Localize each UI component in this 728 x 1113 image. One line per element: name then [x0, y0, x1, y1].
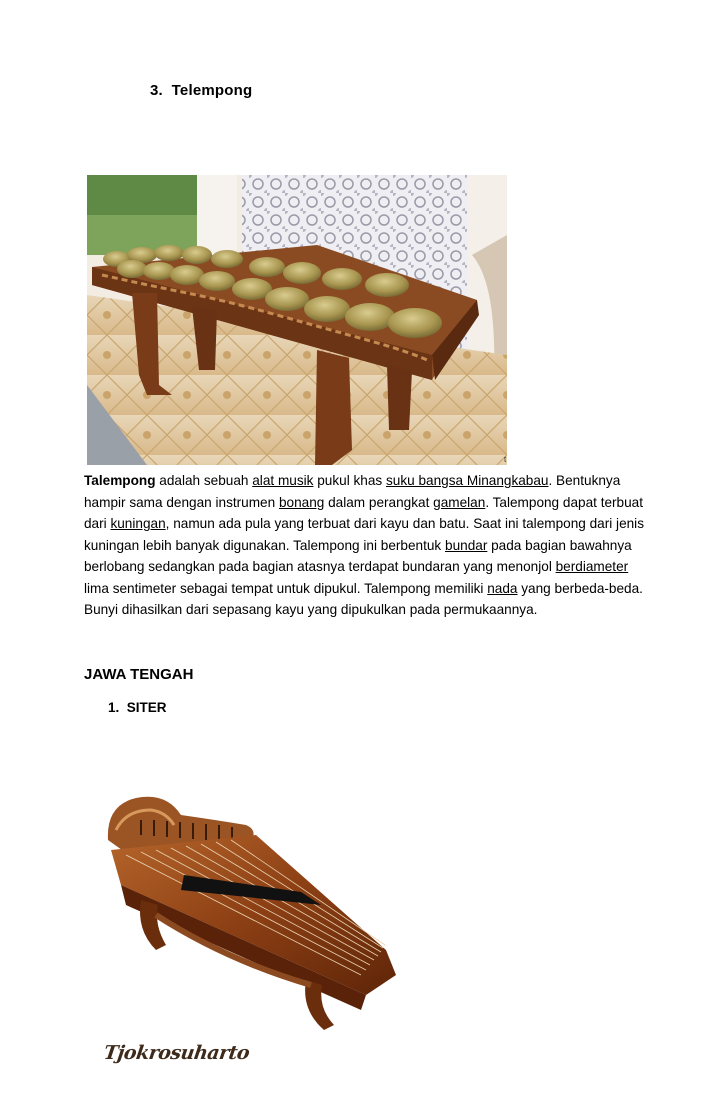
telempong-illustration [87, 175, 507, 465]
section-heading-telempong [150, 82, 252, 99]
text-span: lima sentimeter sebagai tempat untuk dipukul. Talempong memiliki [84, 580, 488, 596]
siter-photo [96, 780, 416, 1080]
heading-title: Telempong [171, 82, 253, 99]
link-alat-musik[interactable]: alat musik [252, 473, 314, 488]
term-talempong: Talempong [84, 473, 156, 488]
item-number: 1. [108, 700, 120, 715]
text-span: adalah sebuah [155, 473, 253, 488]
text-span: , namun ada pula yang terbuat dari kayu dan batu. Saat ini talempong dari jenis kuningan lebih banyak digunakan. Talempong ini berbentuk [84, 516, 645, 553]
link-kuningan[interactable]: kuningan [110, 516, 166, 531]
logo-tjokrosuharto: Tjokrosuharto [102, 1042, 251, 1064]
text-span: dalam perangkat [324, 494, 434, 510]
image-caption-mark: t [504, 455, 507, 464]
item-heading-siter [108, 700, 167, 715]
text-span: yang berbeda-beda. Bunyi dihasilkan dari sepasang kayu yang dipukulkan pada permukaannya. [84, 580, 643, 617]
item-title: SITER [126, 700, 167, 715]
link-suku-bangsa-minangkabau[interactable]: suku bangsa Minangkabau [386, 473, 549, 488]
telempong-photo [87, 175, 507, 465]
telempong-description [84, 470, 644, 621]
heading-number: 3. [150, 82, 163, 99]
text-span: . Talempong dapat terbuat dari [84, 494, 644, 531]
link-nada[interactable]: nada [487, 580, 518, 596]
region-heading: JAWA TENGAH [84, 666, 194, 683]
link-bonang[interactable]: bonang [278, 494, 325, 510]
link-berdiameter[interactable]: berdiameter [555, 559, 629, 574]
link-gamelan[interactable]: gamelan [433, 494, 486, 510]
text-span: pada bagian bawahnya berlobang sedangkan pada bagian atasnya terdapat bundaran yang menonjol [84, 537, 632, 574]
text-span: pukul khas [313, 473, 386, 488]
siter-illustration [96, 780, 416, 1080]
link-bundar[interactable]: bundar [445, 537, 488, 553]
text-span: . Bentuknya hampir sama dengan instrumen [84, 473, 621, 510]
